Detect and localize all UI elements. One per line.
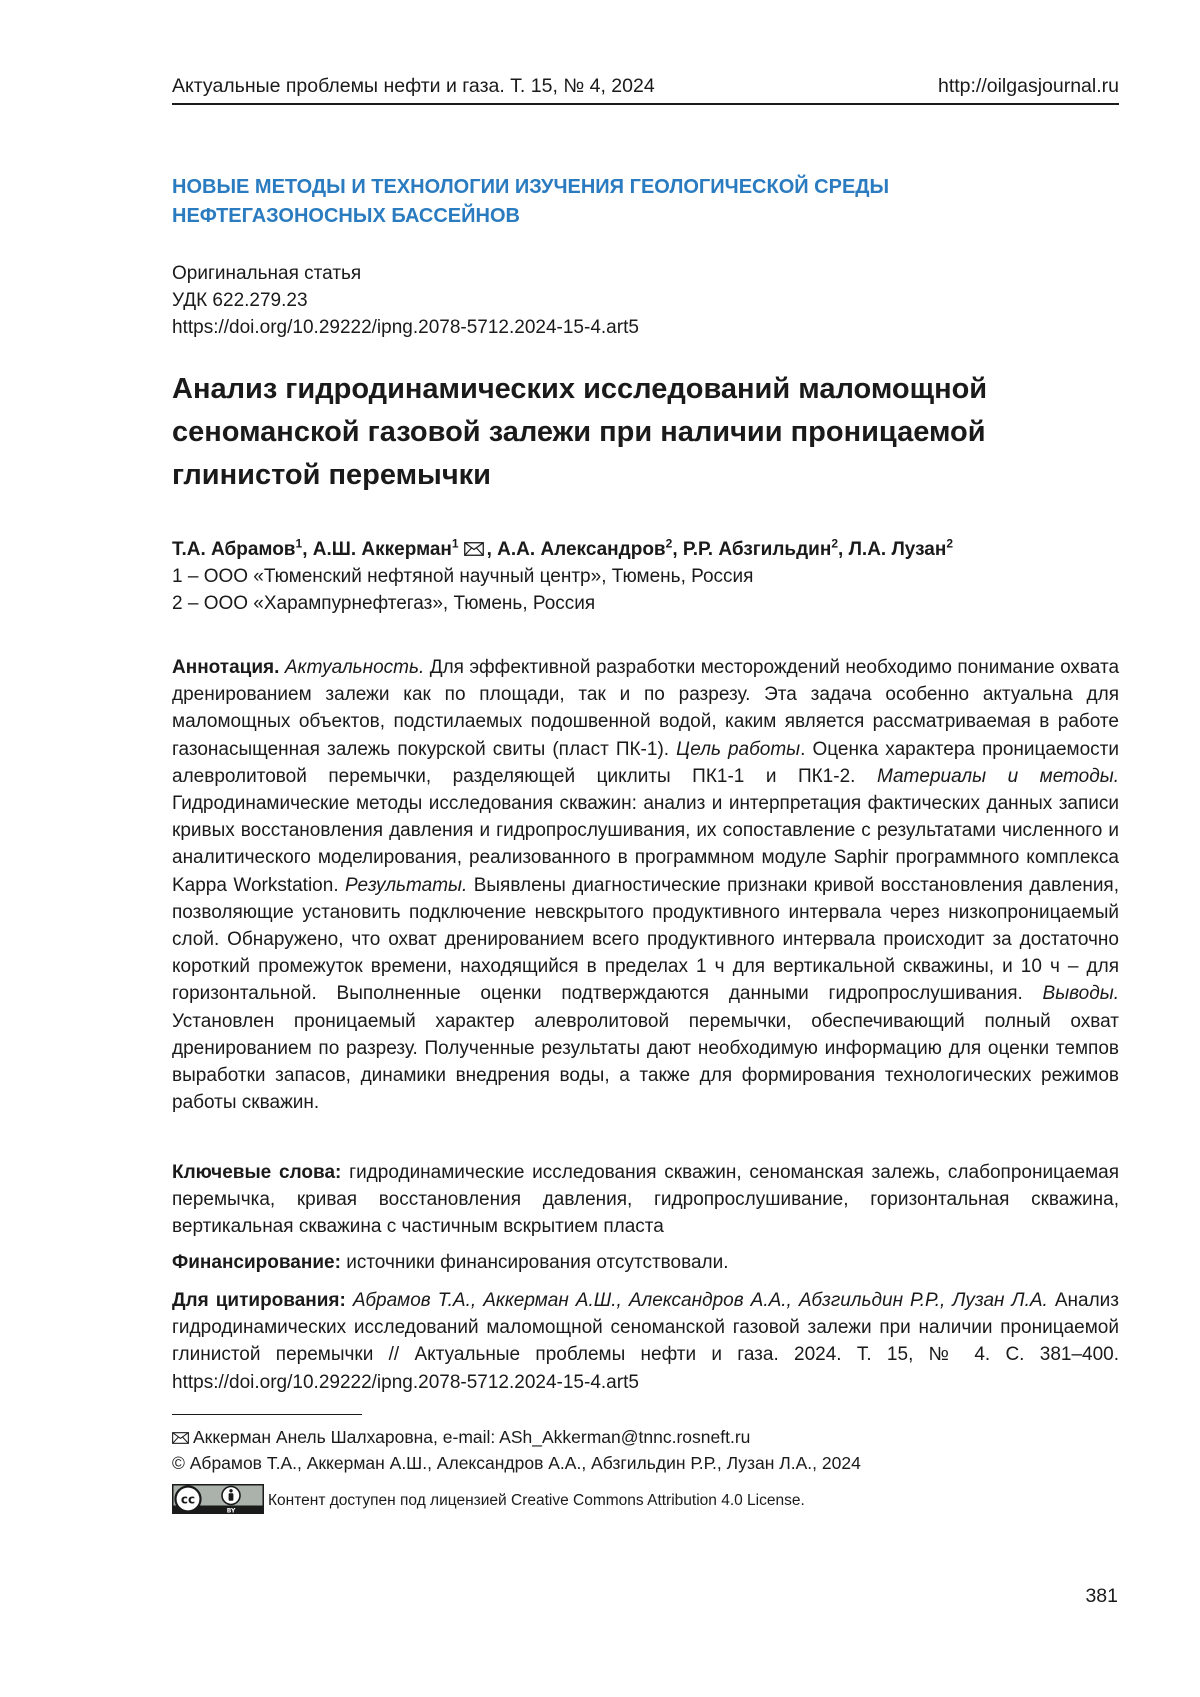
contact-text[interactable]: Аккерман Анель Шалхаровна, e-mail: ASh_Akkerman@tnnc.rosneft.ru bbox=[193, 1427, 751, 1447]
citation bbox=[172, 1287, 1119, 1396]
conclusions-text: Установлен проницаемый характер алевролитовой перемычки, обеспечивающий полный охват дренированием по разрезу. Полученные результаты дают необходимую информацию для оценки темпов выработки запасов, динамики внедрения воды, а также для формирования технологических режимов работы скважин. bbox=[172, 1010, 1119, 1114]
author-list: Т.А. Абрамов$^1$, А.Ш. Аккерман$^1$ , А.А. Александров$^2$, Р.Р. Абзгильдин$^2$, Л.А. Лузан$^2$ bbox=[172, 536, 954, 560]
running-header bbox=[172, 73, 1119, 105]
title-line-2: сеноманской газовой залежи при наличии проницаемой bbox=[172, 416, 986, 448]
author-name: А.А. Александров bbox=[497, 539, 666, 560]
aim-label: Цель работы bbox=[676, 738, 801, 760]
affiliation-1: 1 – ООО «Тюменский нефтяной научный центр», Тюмень, Россия bbox=[172, 566, 754, 587]
cc-badge-text: cc bbox=[180, 1492, 196, 1507]
affiliation-2: 2 – ООО «Харампурнефтегаз», Тюмень, Россия bbox=[172, 593, 596, 614]
contact-footnote bbox=[172, 1424, 861, 1450]
abstract-label: Аннотация. bbox=[172, 657, 280, 678]
funding bbox=[172, 1249, 1119, 1276]
doi-link[interactable]: https://doi.org/10.29222/ipng.2078-5712.2024-15-4.art5 bbox=[172, 317, 639, 338]
citation-label: Для цитирования: bbox=[172, 1290, 346, 1311]
copyright-footnote: © Абрамов Т.А., Аккерман А.Ш., Александров А.А., Абзгильдин Р.Р., Лузан Л.А., 2024 bbox=[172, 1453, 861, 1473]
author-affiliation-mark: 1 bbox=[451, 536, 459, 551]
title-line-3: глинистой перемычки bbox=[172, 459, 491, 491]
author-affiliation-mark: 2 bbox=[946, 536, 954, 551]
page-number: 381 bbox=[1085, 1585, 1118, 1607]
funding-label: Финансирование: bbox=[172, 1252, 341, 1273]
section-heading bbox=[172, 173, 1072, 231]
author-name: Л.А. Лузан bbox=[848, 539, 947, 560]
citation-authors: Абрамов Т.А., Аккерман А.Ш., Александров А.А., Абзгильдин Р.Р., Лузан Л.А. bbox=[352, 1290, 1048, 1311]
cc-by-badge[interactable] bbox=[172, 1484, 264, 1514]
article-meta bbox=[172, 260, 639, 341]
abstract bbox=[172, 654, 1119, 1116]
article-type: Оригинальная статья bbox=[172, 263, 362, 284]
udk-code: УДК 622.279.23 bbox=[172, 290, 308, 311]
author-affiliation-mark: 2 bbox=[665, 536, 673, 551]
journal-url[interactable]: http://oilgasjournal.ru bbox=[937, 75, 1119, 97]
envelope-icon bbox=[172, 1432, 189, 1444]
methods-text: Гидродинамические методы исследования скважин: анализ и интерпретация фактических данных записи кривых восстановления давления и гидропрослушивания, их сопоставление с результатами численного и аналитического моделирования, реализованного в программном модуле Saphir программного комплекса Kappa Workstation. bbox=[172, 793, 1119, 896]
author-name: Р.Р. Абзгильдин bbox=[682, 539, 832, 560]
envelope-icon[interactable] bbox=[464, 542, 484, 556]
keywords-label: Ключевые слова: bbox=[172, 1162, 342, 1183]
author-name: А.Ш. Аккерман bbox=[312, 539, 452, 560]
author-affiliation-mark: 2 bbox=[831, 536, 839, 551]
results-label: Результаты. bbox=[345, 874, 468, 896]
relevance-text: Для эффективной разработки месторождений необходимо понимание охвата дренированием залежи как по площади, так и по разрезу. Эта задача особенно актуальна для маломощных объектов, подстилаемых подошвенной водой, каким является рассматриваемая в работе газонасыщенная залежь покурской свиты (пласт ПК-1). bbox=[172, 657, 1120, 760]
conclusions-label: Выводы. bbox=[1042, 983, 1120, 1005]
authors-block bbox=[172, 536, 1119, 617]
keywords bbox=[172, 1159, 1119, 1241]
citation-text: Анализ гидродинамических исследований маломощной сеноманской газовой залежи при наличии проницаемой глинистой перемычки // Актуальные проблемы нефти и газа. 2024. Т. 15, № 4. С. 381–400. https://doi.org/10.29222/ipng.2078-5712.2024-15-4.art5 bbox=[172, 1290, 1120, 1393]
footnotes bbox=[172, 1424, 861, 1476]
section-heading-line-1: НОВЫЕ МЕТОДЫ И ТЕХНОЛОГИИ ИЗУЧЕНИЯ ГЕОЛОГИЧЕСКОЙ СРЕДЫ bbox=[172, 176, 890, 198]
aim-text: . Оценка характера проницаемости алевролитовой перемычки, разделяющей циклиты ПК1-1 и ПК1-2. bbox=[172, 738, 1119, 787]
section-heading-line-2: НЕФТЕГАЗОНОСНЫХ БАССЕЙНОВ bbox=[172, 205, 520, 227]
author-affiliation-mark: 1 bbox=[295, 536, 303, 551]
relevance-label: Актуальность. bbox=[284, 657, 425, 678]
journal-citation: Актуальные проблемы нефти и газа. Т. 15, № 4, 2024 bbox=[172, 75, 655, 97]
article-title bbox=[172, 368, 1092, 497]
methods-label: Материалы и методы. bbox=[876, 765, 1119, 787]
by-badge-text: BY bbox=[226, 1507, 236, 1514]
funding-text: источники финансирования отсутствовали. bbox=[346, 1252, 729, 1273]
results-text: Выявлены диагностические признаки кривой восстановления давления, позволяющие установить подключение невскрытого продуктивного интервала через низкопроницаемый слой. Обнаружено, что охват дренированием всего продуктивного интервала происходит за достаточно короткий промежуток времени, находящийся в пределах 1 ч для вертикальной скважины, и 10 ч – для горизонтальной. Выполненные оценки подтверждаются данными гидропрослушивания. bbox=[172, 874, 1119, 1005]
footnote-divider bbox=[172, 1414, 362, 1415]
title-line-1: Анализ гидродинамических исследований маломощной bbox=[172, 373, 988, 405]
author-name: Т.А. Абрамов bbox=[172, 539, 296, 560]
license-text: Контент доступен под лицензией Creative Commons Attribution 4.0 License. bbox=[268, 1492, 805, 1509]
keywords-text: гидродинамические исследования скважин, сеноманская залежь, слабопроницаемая перемычка, кривая восстановления давления, гидропрослушивание, горизонтальная скважина, вертикальная скважина с частичным вскрытием пласта bbox=[172, 1162, 1120, 1238]
